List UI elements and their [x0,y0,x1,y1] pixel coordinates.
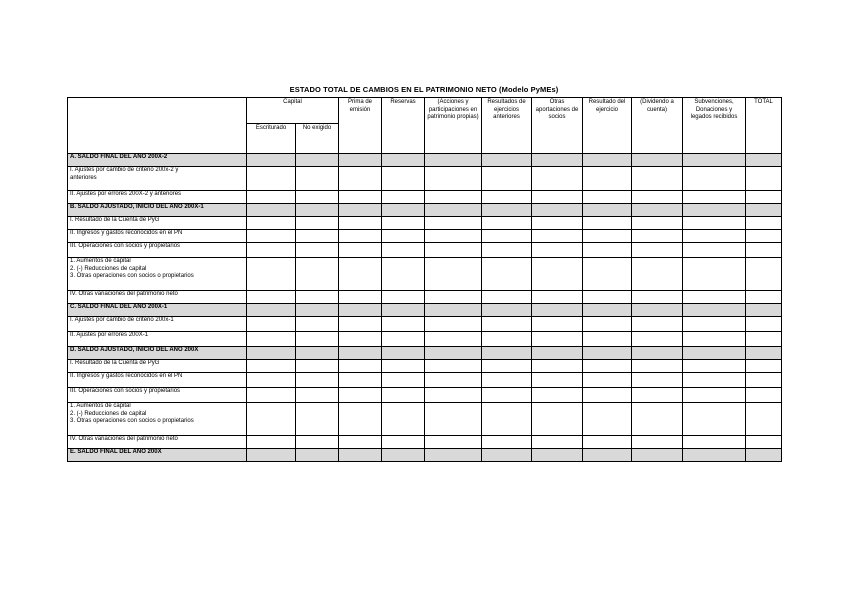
header-acciones-propias: (Acciones y participaciones en patrimonio propias) [425,98,482,154]
value-cell [296,291,339,304]
value-cell [425,388,482,403]
value-cell [425,347,482,360]
value-cell [683,449,746,462]
value-cell [339,191,382,204]
table-row [68,204,782,217]
value-cell [296,388,339,403]
value-cell [746,436,782,449]
value-cell [482,403,532,436]
row-label-line: IV. Otras variaciones del patrimonio neto [70,436,178,442]
header-capital: Capital [247,98,339,124]
row-label [68,436,247,449]
value-cell [746,217,782,230]
table-row [68,191,782,204]
value-cell [532,217,583,230]
value-cell [583,449,632,462]
header-total: TOTAL [746,98,782,154]
row-label [68,304,247,317]
value-cell [583,403,632,436]
table-row [68,347,782,360]
value-cell [339,304,382,317]
row-label-line: I. Ajustes por cambio de criterio 200x-2 y [70,167,179,173]
value-cell [683,332,746,347]
value-cell [482,258,532,291]
value-cell [532,258,583,291]
header-row-1 [68,98,782,124]
value-cell [632,388,683,403]
value-cell [683,191,746,204]
value-cell [296,317,339,332]
value-cell [425,317,482,332]
table-row [68,317,782,332]
row-label-line: E. SALDO FINAL DEL AÑO 200X [70,449,162,455]
value-cell [632,304,683,317]
table-row [68,388,782,403]
value-cell [482,436,532,449]
value-cell [683,373,746,388]
value-cell [247,373,296,388]
value-cell [583,258,632,291]
value-cell [382,191,425,204]
value-cell [683,304,746,317]
row-label [68,403,247,436]
row-label-line: II. Ajustes por errores 200X-1 [70,332,149,338]
row-label [68,217,247,230]
row-label-line: I. Resultado de la Cuenta de PyG [70,360,160,366]
value-cell [296,304,339,317]
document-title: ESTADO TOTAL DE CAMBIOS EN EL PATRIMONIO NETO (Modelo PyMEs) [289,85,559,94]
value-cell [532,332,583,347]
value-cell [482,332,532,347]
value-cell [382,360,425,373]
value-cell [247,291,296,304]
value-cell [532,388,583,403]
value-cell [339,258,382,291]
value-cell [339,347,382,360]
value-cell [632,360,683,373]
value-cell [296,436,339,449]
value-cell [583,204,632,217]
value-cell [532,347,583,360]
value-cell [339,403,382,436]
value-cell [425,373,482,388]
row-label-line: I. Resultado de la Cuenta de PyG [70,217,160,223]
value-cell [382,243,425,258]
value-cell [339,291,382,304]
value-cell [339,217,382,230]
value-cell [532,291,583,304]
value-cell [683,388,746,403]
value-cell [382,167,425,191]
value-cell [632,154,683,167]
value-cell [382,388,425,403]
header-concept [68,98,247,154]
value-cell [247,436,296,449]
value-cell [583,436,632,449]
value-cell [482,449,532,462]
row-label-line: II. Ingresos y gastos reconocidos en el PN [70,373,183,379]
row-label-line: 1. Aumentos de capital [70,403,131,409]
value-cell [746,317,782,332]
row-label-line: III. Operaciones con socios y propietarios [70,388,181,394]
value-cell [425,436,482,449]
value-cell [339,243,382,258]
table-row [68,304,782,317]
value-cell [583,154,632,167]
value-cell [247,258,296,291]
value-cell [632,243,683,258]
value-cell [632,403,683,436]
header-otras-aportaciones: Otras aportaciones de socios [532,98,583,154]
value-cell [683,347,746,360]
value-cell [382,373,425,388]
value-cell [746,388,782,403]
value-cell [296,332,339,347]
value-cell [746,304,782,317]
value-cell [382,403,425,436]
row-label [68,154,247,167]
row-label [68,373,247,388]
value-cell [583,360,632,373]
row-label-line: B. SALDO AJUSTADO, INICIO DEL AÑO 200X-1 [70,204,204,210]
value-cell [632,291,683,304]
value-cell [482,230,532,243]
value-cell [632,217,683,230]
row-label [68,230,247,243]
value-cell [583,167,632,191]
value-cell [296,230,339,243]
value-cell [746,230,782,243]
value-cell [425,191,482,204]
row-label [68,317,247,332]
row-label [68,204,247,217]
row-label-line: 2. (-) Reducciones de capital [70,410,147,417]
header-prima-emision: Prima de emisión [339,98,382,154]
value-cell [683,230,746,243]
row-label [68,167,247,191]
value-cell [482,388,532,403]
value-cell [339,373,382,388]
value-cell [382,154,425,167]
value-cell [247,230,296,243]
value-cell [382,317,425,332]
header-resultados-anteriores: Resultados de ejercicios anteriores [482,98,532,154]
value-cell [247,449,296,462]
row-label-line: 2. (-) Reducciones de capital [70,265,147,272]
value-cell [632,258,683,291]
table-body [68,154,782,462]
value-cell [382,258,425,291]
row-label-line: C. SALDO FINAL DEL AÑO 200X-1 [70,304,168,310]
header-reservas: Reservas [382,98,425,154]
value-cell [247,167,296,191]
value-cell [339,360,382,373]
value-cell [296,154,339,167]
value-cell [247,360,296,373]
header-dividendo-cuenta: (Dividendo a cuenta) [632,98,683,154]
value-cell [746,347,782,360]
header-no-exigido: No exigido [296,124,339,154]
row-label-line: IV. Otras variaciones del patrimonio neto [70,291,178,297]
table-row [68,436,782,449]
value-cell [247,332,296,347]
value-cell [532,243,583,258]
value-cell [532,360,583,373]
header-resultado-ejercicio: Resultado del ejercicio [583,98,632,154]
value-cell [296,167,339,191]
value-cell [532,436,583,449]
table-row [68,403,782,436]
value-cell [482,304,532,317]
value-cell [632,347,683,360]
value-cell [425,230,482,243]
table-row [68,360,782,373]
value-cell [247,347,296,360]
row-label-line: A. SALDO FINAL DEL AÑO 200X-2 [70,154,168,160]
value-cell [247,243,296,258]
value-cell [382,230,425,243]
row-label [68,388,247,403]
value-cell [296,258,339,291]
row-label-line: 1. Aumentos de capital [70,258,131,264]
value-cell [583,217,632,230]
value-cell [482,191,532,204]
value-cell [339,449,382,462]
value-cell [482,243,532,258]
value-cell [482,154,532,167]
value-cell [683,403,746,436]
value-cell [296,360,339,373]
value-cell [247,204,296,217]
value-cell [482,291,532,304]
value-cell [746,291,782,304]
value-cell [482,347,532,360]
value-cell [683,217,746,230]
value-cell [382,291,425,304]
value-cell [296,204,339,217]
value-cell [683,204,746,217]
value-cell [296,373,339,388]
table-row [68,217,782,230]
value-cell [532,230,583,243]
value-cell [482,167,532,191]
row-label-line: 3. Otras operaciones con socios o propietarios [70,418,194,425]
value-cell [746,449,782,462]
header-subvenciones: Subvenciones, Donaciones y legados recibidos [683,98,746,154]
value-cell [382,304,425,317]
value-cell [632,317,683,332]
value-cell [532,373,583,388]
row-label-line: 3. Otras operaciones con socios o propietarios [70,273,194,280]
value-cell [683,243,746,258]
value-cell [425,154,482,167]
value-cell [247,217,296,230]
value-cell [339,388,382,403]
value-cell [632,204,683,217]
value-cell [683,154,746,167]
value-cell [746,154,782,167]
value-cell [583,388,632,403]
row-label [68,332,247,347]
row-label [68,243,247,258]
value-cell [425,304,482,317]
value-cell [683,360,746,373]
header-escriturado: Escriturado [247,124,296,154]
value-cell [482,373,532,388]
value-cell [482,317,532,332]
value-cell [632,449,683,462]
value-cell [746,403,782,436]
value-cell [683,258,746,291]
value-cell [382,449,425,462]
value-cell [296,191,339,204]
value-cell [746,258,782,291]
table-row [68,449,782,462]
value-cell [746,204,782,217]
equity-changes-table [67,97,782,462]
value-cell [425,360,482,373]
value-cell [296,403,339,436]
value-cell [583,230,632,243]
value-cell [583,304,632,317]
value-cell [425,243,482,258]
value-cell [583,373,632,388]
table-row [68,167,782,191]
value-cell [247,191,296,204]
value-cell [746,243,782,258]
value-cell [532,317,583,332]
value-cell [382,347,425,360]
value-cell [583,243,632,258]
value-cell [296,217,339,230]
value-cell [583,291,632,304]
value-cell [683,291,746,304]
table-row [68,332,782,347]
value-cell [247,317,296,332]
value-cell [339,154,382,167]
value-cell [296,243,339,258]
value-cell [425,449,482,462]
value-cell [532,191,583,204]
value-cell [583,317,632,332]
value-cell [532,304,583,317]
value-cell [683,317,746,332]
row-label-line: anteriores [70,174,97,181]
value-cell [382,204,425,217]
value-cell [425,167,482,191]
value-cell [425,258,482,291]
row-label [68,258,247,291]
row-label [68,347,247,360]
value-cell [632,230,683,243]
value-cell [425,403,482,436]
table-row [68,258,782,291]
value-cell [532,154,583,167]
value-cell [425,204,482,217]
row-label [68,191,247,204]
table-row [68,373,782,388]
value-cell [247,154,296,167]
table-row [68,291,782,304]
value-cell [746,332,782,347]
value-cell [632,436,683,449]
value-cell [296,347,339,360]
table-row [68,243,782,258]
row-label-line: D. SALDO AJUSTADO, INICIO DEL AÑO 200X [70,347,199,353]
value-cell [339,332,382,347]
value-cell [532,167,583,191]
value-cell [583,347,632,360]
value-cell [746,191,782,204]
value-cell [339,317,382,332]
row-label-line: III. Operaciones con socios y propietarios [70,243,181,249]
value-cell [583,332,632,347]
value-cell [746,360,782,373]
row-label-line: I. Ajustes por cambio de criterio 200x-1 [70,317,174,323]
value-cell [583,191,632,204]
table-row [68,154,782,167]
value-cell [746,373,782,388]
value-cell [425,217,482,230]
value-cell [632,332,683,347]
row-label [68,291,247,304]
value-cell [382,436,425,449]
value-cell [683,436,746,449]
value-cell [339,436,382,449]
value-cell [382,217,425,230]
value-cell [532,204,583,217]
row-label [68,449,247,462]
value-cell [482,360,532,373]
row-label-line: II. Ajustes por errores 200X-2 y anteriores [70,191,182,197]
value-cell [425,332,482,347]
value-cell [683,167,746,191]
value-cell [532,403,583,436]
value-cell [339,167,382,191]
value-cell [339,230,382,243]
value-cell [632,191,683,204]
value-cell [425,291,482,304]
value-cell [382,332,425,347]
value-cell [482,204,532,217]
value-cell [632,373,683,388]
value-cell [247,388,296,403]
value-cell [482,217,532,230]
value-cell [746,167,782,191]
value-cell [247,403,296,436]
value-cell [339,204,382,217]
value-cell [296,449,339,462]
row-label [68,360,247,373]
table-row [68,230,782,243]
value-cell [632,167,683,191]
value-cell [247,304,296,317]
value-cell [532,449,583,462]
row-label-line: II. Ingresos y gastos reconocidos en el PN [70,230,183,236]
